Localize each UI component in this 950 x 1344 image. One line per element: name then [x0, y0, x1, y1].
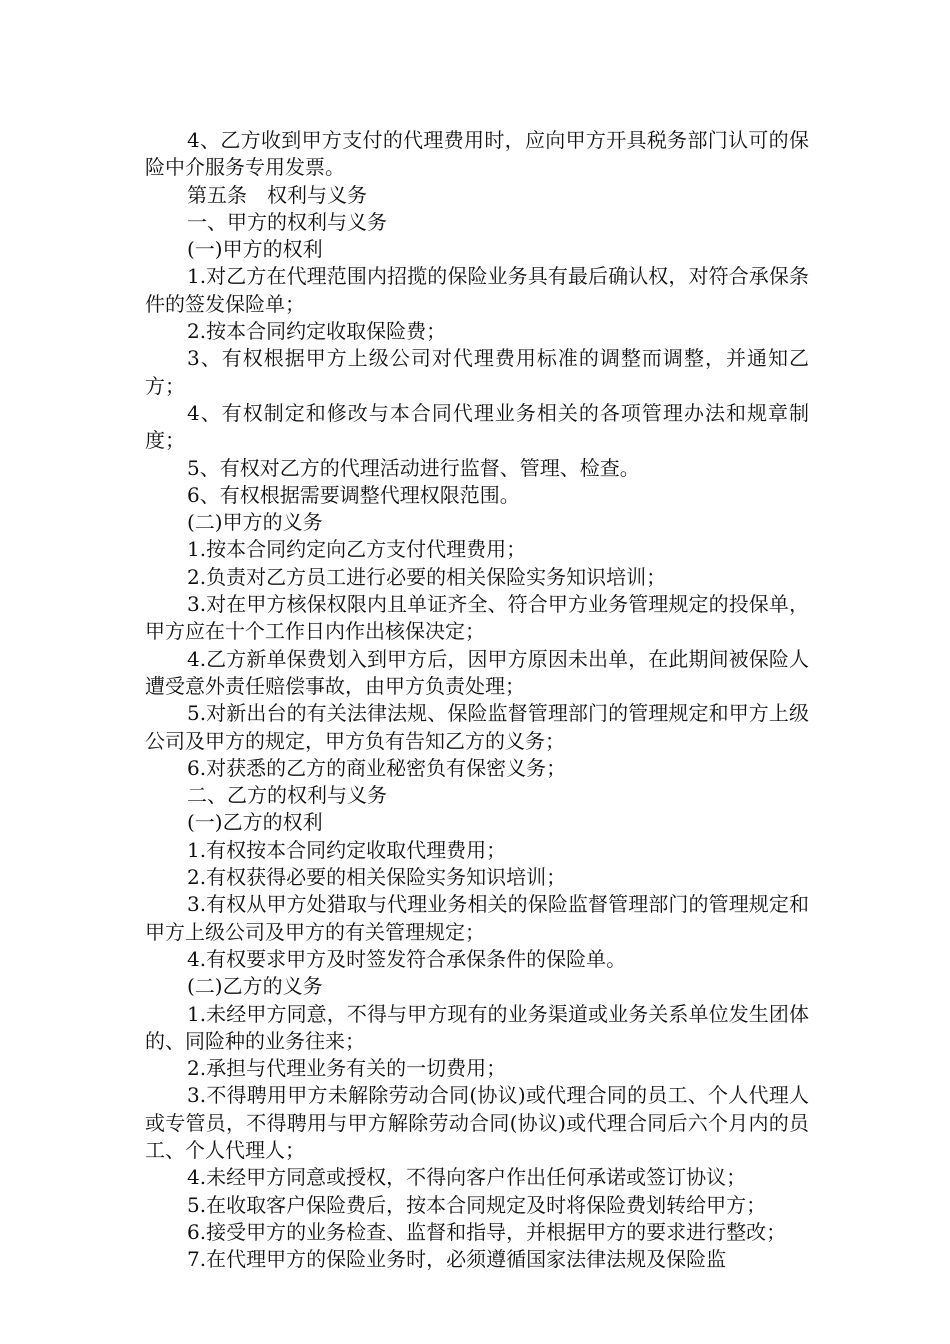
list-item: 5、有权对乙方的代理活动进行监督、管理、检查。 [187, 455, 640, 480]
subsection-heading-party-b-obligations: (二)乙方的义务 [187, 974, 323, 999]
list-item: 7.在代理甲方的保险业务时，必须遵循国家法律法规及保险监 [187, 1247, 727, 1272]
list-item: 1.按本合同约定向乙方支付代理费用； [187, 537, 527, 562]
list-item: 5.对新出台的有关法律法规、保险监督管理部门的管理规定和甲方上级公司及甲方的规定，甲方负有告知乙方的义务； [145, 701, 809, 753]
list-item: 2.承担与代理业务有关的一切费用； [187, 1056, 507, 1081]
section-heading-party-a: 一、甲方的权利与义务 [187, 209, 387, 234]
list-item: 6、有权根据需要调整代理权限范围。 [187, 482, 520, 507]
list-item: 3.不得聘用甲方未解除劳动合同(协议)或代理合同的员工、个人代理人或专管员，不得聘用与甲方解除劳动合同(协议)或代理合同后六个月内的员工、个人代理人； [145, 1083, 809, 1162]
subsection-heading-party-a-rights: (一)甲方的权利 [187, 237, 323, 262]
list-item: 1.未经甲方同意，不得与甲方现有的业务渠道或业务关系单位发生团体的、同险种的业务往来； [145, 1001, 809, 1053]
list-item: 5.在收取客户保险费后，按本合同规定及时将保险费划转给甲方； [187, 1192, 767, 1217]
document-body [145, 127, 809, 1273]
list-item: 4.有权要求甲方及时签发符合承保条件的保险单。 [187, 946, 627, 971]
list-item: 1.有权按本合同约定收取代理费用； [187, 837, 507, 862]
subsection-heading-party-a-obligations: (二)甲方的义务 [187, 510, 323, 535]
list-item: 4.未经甲方同意或授权，不得向客户作出任何承诺或签订协议； [187, 1165, 747, 1190]
subsection-heading-party-b-rights: (一)乙方的权利 [187, 810, 323, 835]
section-heading-party-b: 二、乙方的权利与义务 [187, 783, 387, 808]
list-item: 2.按本合同约定收取保险费； [187, 319, 447, 344]
paragraph-invoice-clause: 4、乙方收到甲方支付的代理费用时，应向甲方开具税务部门认可的保险中介服务专用发票。 [145, 128, 809, 180]
list-item: 4.乙方新单保费划入到甲方后，因甲方原因未出单，在此期间被保险人遭受意外责任赔偿事故，由甲方负责处理； [145, 646, 809, 698]
article-heading: 第五条 权利与义务 [187, 182, 367, 207]
list-item: 3.有权从甲方处猎取与代理业务相关的保险监督管理部门的管理规定和甲方上级公司及甲方的有关管理规定； [145, 892, 809, 944]
list-item: 6.对获悉的乙方的商业秘密负有保密义务； [187, 755, 567, 780]
list-item: 3.对在甲方核保权限内且单证齐全、符合甲方业务管理规定的投保单，甲方应在十个工作日内作出核保决定； [145, 592, 809, 644]
list-item: 2.有权获得必要的相关保险实务知识培训； [187, 865, 567, 890]
list-item: 6.接受甲方的业务检查、监督和指导，并根据甲方的要求进行整改； [187, 1219, 787, 1244]
list-item: 3、有权根据甲方上级公司对代理费用标准的调整而调整，并通知乙方； [145, 346, 809, 398]
list-item: 4、有权制定和修改与本合同代理业务相关的各项管理办法和规章制度； [145, 400, 809, 453]
list-item: 1.对乙方在代理范围内招揽的保险业务具有最后确认权，对符合承保条件的签发保险单； [145, 264, 809, 316]
list-item: 2.负责对乙方员工进行必要的相关保险实务知识培训； [187, 564, 667, 589]
